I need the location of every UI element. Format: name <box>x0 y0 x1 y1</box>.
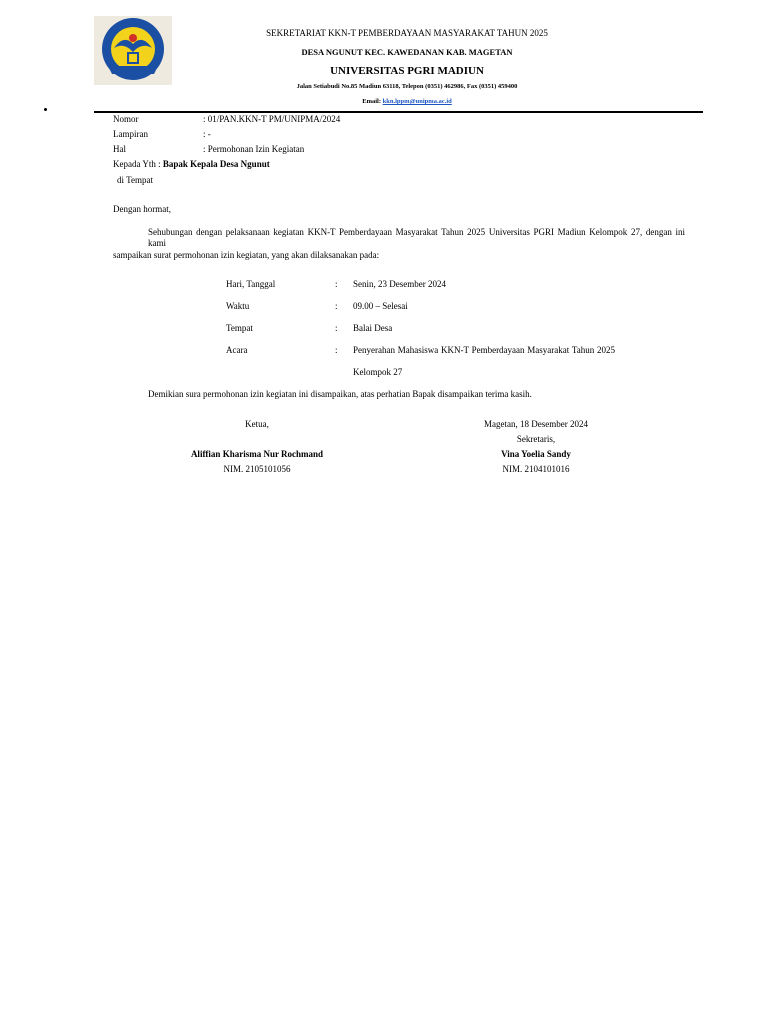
kepada-separator: : <box>158 159 161 169</box>
sig-right-name: Vina Yoelia Sandy <box>501 449 571 459</box>
sig-right-role: Sekretaris, <box>516 434 556 444</box>
event-value-time: 09.00 – Selesai <box>353 301 408 311</box>
nomor-label: Nomor <box>113 114 139 124</box>
event-colon: : <box>335 323 338 333</box>
event-label-time: Waktu <box>226 301 250 311</box>
sig-left-name: Aliffian Kharisma Nur Rochmand <box>190 449 324 459</box>
sig-right-date: Magetan, 18 Desember 2024 <box>484 419 588 429</box>
kepada-value: Bapak Kepala Desa Ngunut <box>162 159 270 169</box>
hal-label: Hal <box>113 144 126 154</box>
letterhead-secretariat: SEKRETARIAT KKN-T PEMBERDAYAAN MASYARAKAT TAHUN 2025 <box>266 28 548 38</box>
kepada-label: Kepada Yth <box>113 159 156 169</box>
letterhead-divider <box>94 111 703 113</box>
paragraph-line-1: Sehubungan dengan pelaksanaan kegiatan KKN-T Pemberdayaan Masyarakat Tahun 2025 Universitas PGRI Madiun Kelompok 27, dengan ini kami <box>148 227 685 248</box>
event-colon: : <box>335 301 338 311</box>
letterhead-email <box>176 98 638 105</box>
email-link[interactable]: kkn.lppm@unipma.ac.id <box>382 98 452 105</box>
sig-left-nim: NIM. 2105101056 <box>223 464 291 474</box>
event-label-agenda: Acara <box>226 345 248 355</box>
hal-value: : Permohonan Izin Kegiatan <box>203 144 305 154</box>
closing-paragraph: Demikian sura permohonan izin kegiatan ini disampaikan, atas perhatian Bapak disampaikan terima kasih. <box>148 389 532 399</box>
paragraph-line-2: sampaikan surat permohonan izin kegiatan, yang akan dilaksanakan pada: <box>113 250 380 260</box>
sig-left-role: Ketua, <box>245 419 269 429</box>
event-value-date: Senin, 23 Desember 2024 <box>353 279 446 289</box>
event-value-place: Balai Desa <box>353 323 393 333</box>
unipma-seal-icon <box>94 16 172 85</box>
list-bullet <box>44 108 47 111</box>
lampiran-value: : - <box>203 129 211 139</box>
event-label-date: Hari, Tanggal <box>226 279 276 289</box>
nomor-value: : 01/PAN.KKN-T PM/UNIPMA/2024 <box>203 114 341 124</box>
event-label-place: Tempat <box>226 323 253 333</box>
event-value-agenda: Penyerahan Mahasiswa KKN-T Pemberdayaan Masyarakat Tahun 2025 <box>353 345 615 355</box>
letterhead-address: Jalan Setiabudi No.85 Madiun 63118, Telepon (0351) 462986, Fax (0351) 459400 <box>296 83 518 90</box>
university-logo <box>94 16 172 85</box>
letterhead-university: UNIVERSITAS PGRI MADIUN <box>330 65 484 77</box>
sig-right-nim: NIM. 2104101016 <box>502 464 570 474</box>
greeting: Dengan hormat, <box>113 204 171 214</box>
letterhead-location: DESA NGUNUT KEC. KAWEDANAN KAB. MAGETAN <box>301 47 513 57</box>
event-value-agenda-cont: Kelompok 27 <box>353 367 403 377</box>
tempat-line: di Tempat <box>117 175 153 185</box>
email-label: Email: <box>362 98 382 105</box>
kepada-line <box>113 159 270 170</box>
lampiran-label: Lampiran <box>113 129 148 139</box>
event-colon: : <box>335 345 338 355</box>
event-colon: : <box>335 279 338 289</box>
